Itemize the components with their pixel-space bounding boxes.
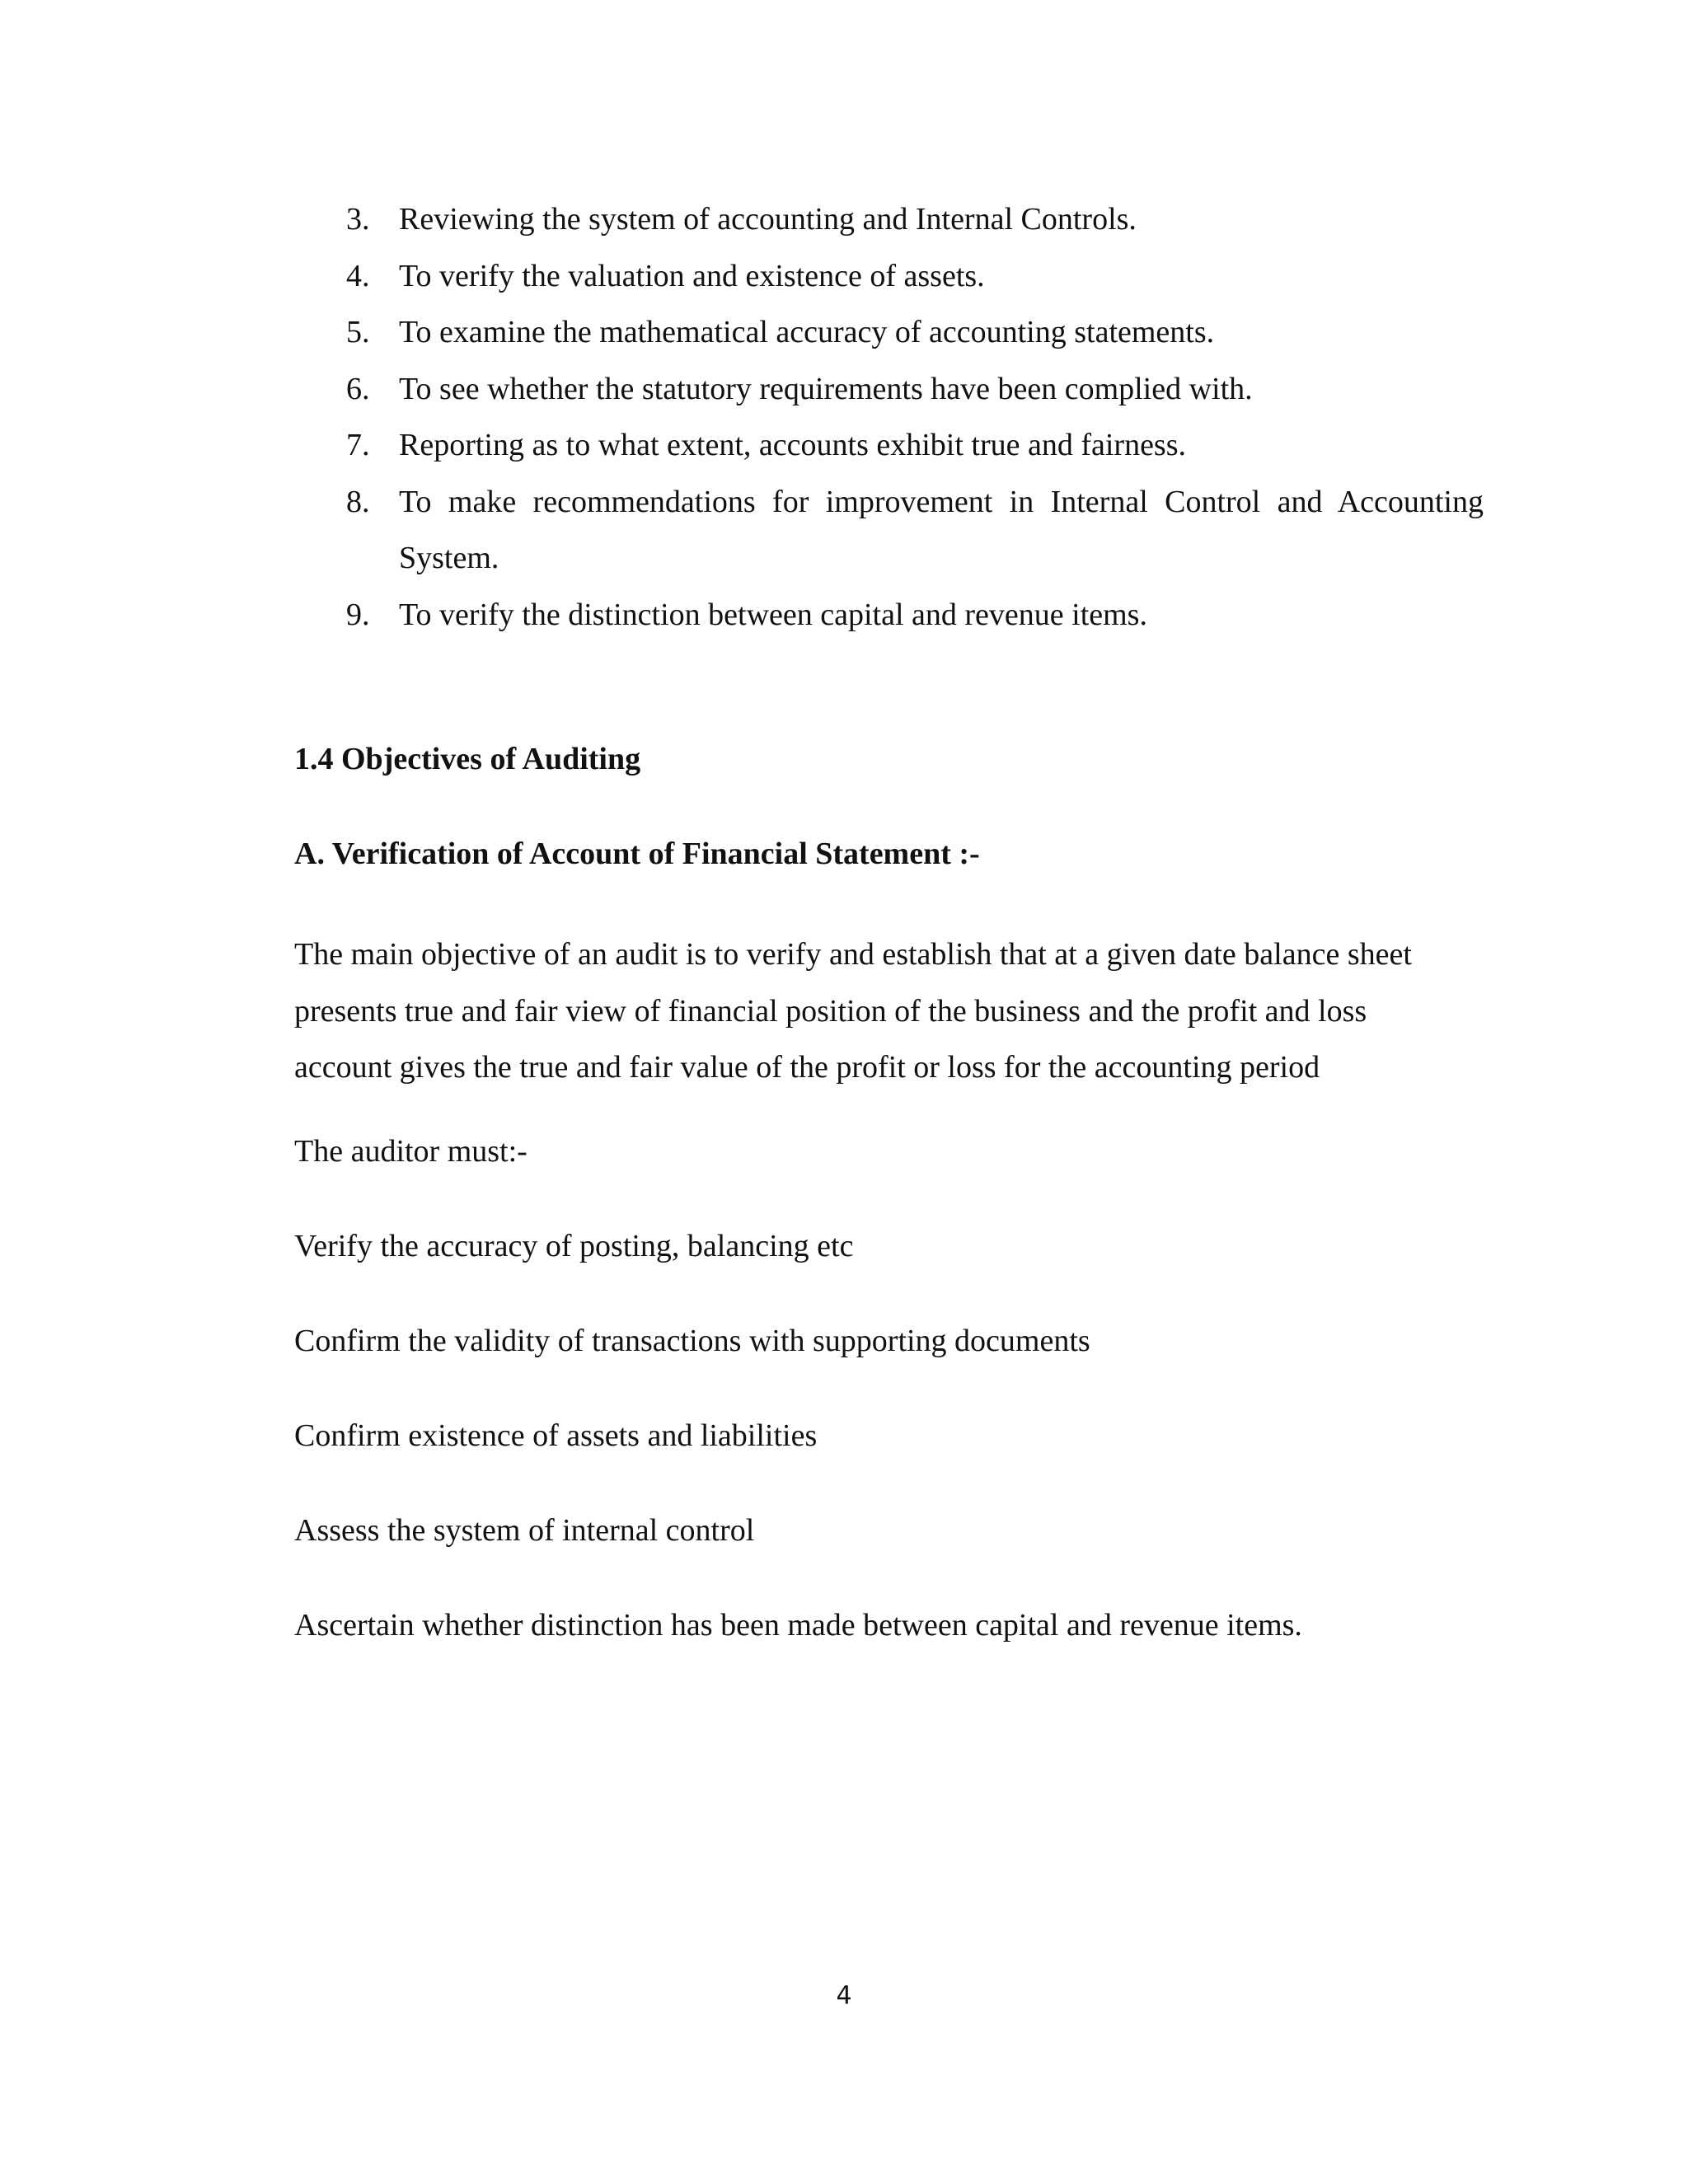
list-item (346, 248, 1484, 305)
auditor-duty-line: Verify the accuracy of posting, balancing etc (294, 1229, 854, 1263)
auditor-duties-intro: The auditor must:- (294, 1134, 528, 1169)
list-item-number: 3. (346, 202, 370, 237)
list-item-text: To make recommendations for improvement in Internal Control and Accounting System. (399, 484, 1484, 575)
list-item-number: 4. (346, 258, 370, 293)
list-item-number: 5. (346, 315, 370, 349)
list-item-text: To verify the valuation and existence of assets. (399, 258, 985, 293)
subsection-heading: A. Verification of Account of Financial Statement :- (294, 837, 980, 871)
auditor-duty-line: Ascertain whether distinction has been made between capital and revenue items. (294, 1608, 1302, 1643)
numbered-list (346, 191, 1484, 643)
list-item-text: To see whether the statutory requirements have been complied with. (399, 371, 1253, 406)
page-number: 4 (836, 1981, 852, 2010)
list-item (346, 474, 1484, 587)
list-item (346, 304, 1484, 361)
list-item-number: 6. (346, 371, 370, 406)
auditor-duty-line: Confirm the validity of transactions with supporting documents (294, 1324, 1090, 1358)
auditor-duty-line: Assess the system of internal control (294, 1513, 755, 1548)
list-item (346, 361, 1484, 418)
list-item-text: To verify the distinction between capital and revenue items. (399, 597, 1147, 632)
auditor-duty-line: Confirm existence of assets and liabilities (294, 1418, 818, 1453)
list-item (346, 587, 1484, 644)
list-item-text: Reporting as to what extent, accounts exhibit true and fairness. (399, 428, 1187, 462)
list-item (346, 191, 1484, 248)
body-paragraph: The main objective of an audit is to verify and establish that at a given date balance sheet presents true and fair view of financial position of the business and the profit and loss account gives the true and fair value of the profit or loss for the accounting period (294, 937, 1412, 1085)
list-item-text: To examine the mathematical accuracy of accounting statements. (399, 315, 1215, 349)
list-item-text: Reviewing the system of accounting and Internal Controls. (399, 202, 1137, 237)
list-item-number: 7. (346, 428, 370, 462)
list-item-number: 9. (346, 597, 370, 632)
section-heading: 1.4 Objectives of Auditing (294, 742, 641, 776)
list-item (346, 417, 1484, 474)
list-item-number: 8. (346, 484, 370, 519)
